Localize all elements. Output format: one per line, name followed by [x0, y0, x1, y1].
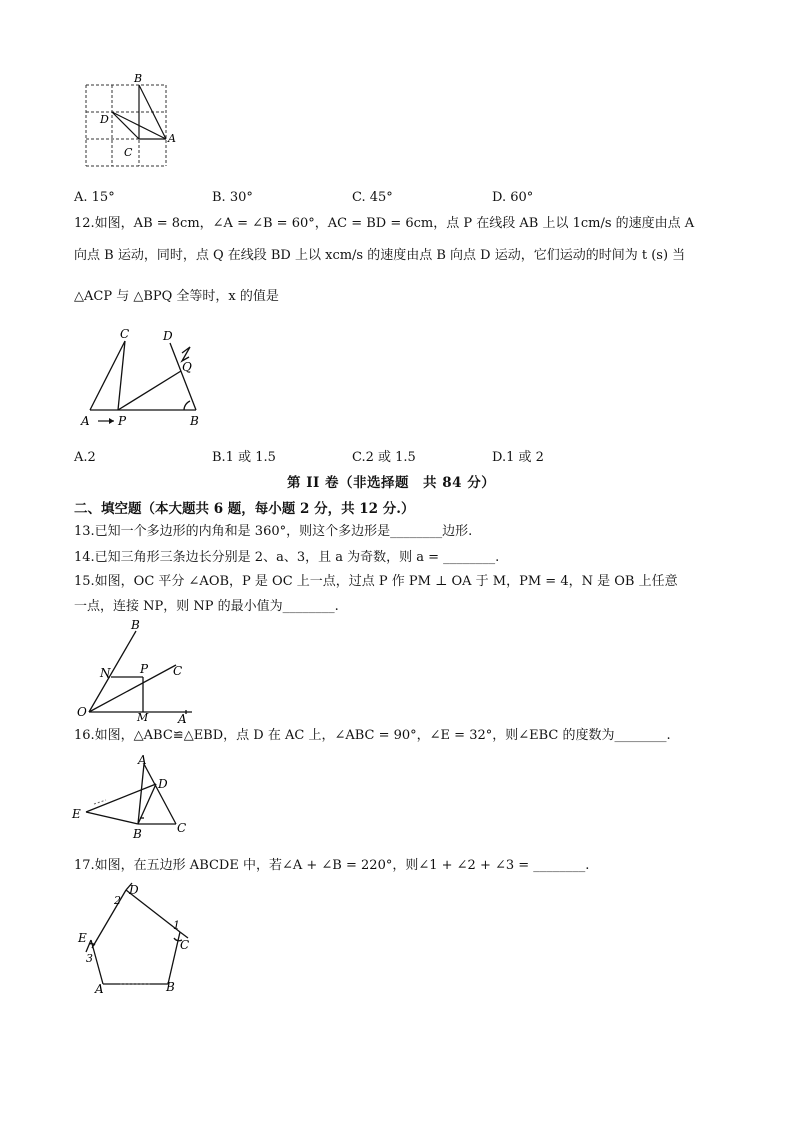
q11-choice-c: C. 45°: [352, 190, 393, 205]
q12-choice-a: A.2: [74, 450, 96, 465]
q12-choice-b: B.1 或 1.5: [212, 450, 276, 465]
q12-label-a: A: [81, 414, 90, 428]
q11-label-d: D: [100, 113, 109, 126]
q11-label-a: A: [168, 132, 176, 145]
q16-label-e: E: [72, 807, 81, 821]
q15-label-c: C: [173, 664, 183, 678]
q12-label-d: D: [163, 329, 173, 343]
q11-label-b: B: [134, 72, 143, 85]
q17-label-b: B: [166, 980, 175, 994]
q17-label-e: E: [78, 931, 87, 945]
q17-label-d: D: [129, 883, 139, 897]
q15-label-o: O: [77, 705, 87, 719]
q11-choice-a: A. 15°: [74, 190, 115, 205]
q17-label-2: 2: [114, 894, 121, 907]
q11-label-c: C: [124, 146, 133, 159]
q17-label-3: 3: [86, 952, 93, 965]
q15-label-p: P: [140, 662, 149, 676]
q16-label-c: C: [177, 821, 187, 835]
q17-text: 17.如图，在五边形 ABCDE 中，若∠A + ∠B = 220°，则∠1 + ∠2 + ∠3 = ________.: [74, 858, 590, 873]
q15-label-a: A: [178, 712, 187, 725]
q15-label-m: M: [137, 711, 149, 724]
q11-choice-d: D. 60°: [492, 190, 534, 205]
part2-heading: 二、填空题（本大题共 6 题，每小题 2 分，共 12 分.）: [74, 501, 415, 517]
q12-label-q: Q: [182, 360, 192, 374]
q15-figure: [74, 615, 204, 725]
q15-label-b: B: [131, 618, 140, 632]
q12-line-1: 12.如图，AB = 8cm，∠A = ∠B = 60°，AC = BD = 6cm，点 P 在线段 AB 上以 1cm/s 的速度由点 A: [74, 216, 695, 231]
q15-line-1: 15.如图，OC 平分 ∠AOB，P 是 OC 上一点，过点 P 作 PM ⊥ OA 于 M，PM = 4，N 是 OB 上任意: [74, 574, 678, 589]
q17-label-a: A: [95, 982, 104, 995]
q12-figure: [78, 325, 208, 430]
section-title: 第 II 卷（非选择题 共 84 分）: [287, 475, 496, 491]
q16-label-d: D: [158, 777, 168, 791]
q12-line-3: △ACP 与 △BPQ 全等时，x 的值是: [74, 289, 279, 304]
q16-label-a: A: [138, 753, 147, 767]
q12-line-2: 向点 B 运动，同时，点 Q 在线段 BD 上以 xcm/s 的速度由点 B 向点 D 运动，它们运动的时间为 t (s) 当: [74, 248, 686, 263]
q12-choice-c: C.2 或 1.5: [352, 450, 416, 465]
q13-text: 13.已知一个多边形的内角和是 360°，则这个多边形是________边形.: [74, 524, 473, 539]
q11-choice-b: B. 30°: [212, 190, 253, 205]
q11-figure: [78, 70, 188, 175]
q17-figure: [76, 880, 196, 995]
q15-label-n: N: [100, 666, 111, 680]
q15-line-2: 一点，连接 NP，则 NP 的最小值为________.: [74, 599, 339, 614]
q12-label-b: B: [190, 414, 199, 428]
q12-label-c: C: [120, 327, 130, 341]
q16-figure: [70, 752, 200, 844]
q14-text: 14.已知三角形三条边长分别是 2、a、3，且 a 为奇数，则 a = ________.: [74, 550, 500, 565]
q16-text: 16.如图，△ABC≌△EBD，点 D 在 AC 上，∠ABC = 90°，∠E = 32°，则∠EBC 的度数为________.: [74, 728, 671, 743]
q12-label-p: P: [118, 414, 127, 428]
q17-label-1: 1: [173, 919, 180, 932]
q12-choice-d: D.1 或 2: [492, 450, 544, 465]
q16-label-b: B: [133, 827, 142, 841]
q17-label-c: C: [180, 938, 190, 952]
